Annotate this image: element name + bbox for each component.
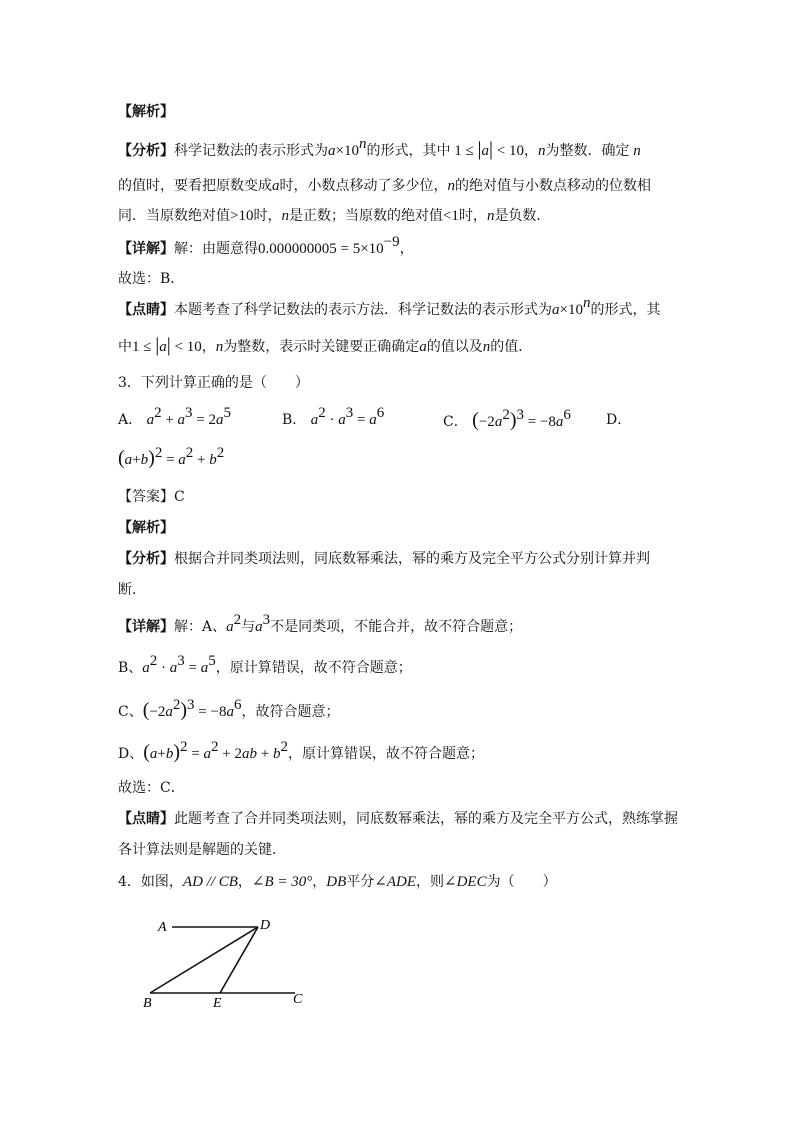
q3-answer: 【答案】C — [118, 489, 185, 505]
fenxi-line-2: 的值时，要看把原数变成a时，小数点移动了多少位，n的绝对值与小数点移动的位数相 — [118, 178, 651, 194]
q3-option-d: $(a+b)^2 = a^2 + b^2$ — [118, 445, 225, 469]
q3-xiangjie-a: 【详解】解：A、$a^2$与$a^3$不是同类项，不能合并，故不符合题意； — [118, 612, 523, 635]
q3-fenxi-line-1: 【分析】根据合并同类项法则，同底数幂乘法，幂的乘方及完全平方公式分别计算并判 — [118, 551, 650, 567]
q4-stem: 4．如图，AD // CB，∠B = 30°，DB平分∠ADE，则∠DEC为（ ） — [118, 874, 557, 890]
q3-dianjing-line-1: 【点睛】此题考查了合并同类项法则，同底数幂乘法，幂的乘方及完全平方公式，熟练掌握 — [118, 811, 678, 827]
label-b: B — [143, 996, 152, 1011]
q3-fenxi-line-2: 断． — [118, 582, 146, 598]
q3-option-a: A． $a^2 + a^3 = 2a^5$ — [118, 405, 232, 428]
q3-guxuan: 故选：C． — [118, 780, 185, 796]
dianjing-line-2: 中1 ≤ |a| < 10，n为整数，表示时关键要正确确定a的值以及n的值． — [118, 334, 533, 356]
xiangjie-line-1: 【详解】解：由题意得$0.000000005 = 5\times 10^{-9}$， — [118, 234, 414, 257]
q3-xiangjie-c: C、$(-2a^2)^3 = -8a^6$，故符合题意； — [118, 697, 340, 721]
dianjing-line-1: 【点睛】本题考查了科学记数法的表示方法．科学记数法的表示形式为$a\times 10^n$的形式，其 — [118, 295, 661, 318]
geometry-figure — [140, 910, 320, 1015]
fenxi-line-1: 【分析】科学记数法的表示形式为$a\times 10^n$的形式，其中 1 ≤ |a| < 10，n为整数．确定 n — [118, 136, 641, 160]
q3-option-c: C． $(-2a^2)^3 = -8a^6$ — [443, 407, 571, 431]
label-d: D — [260, 918, 271, 933]
q3-xiangjie-b: B、$a^2 \cdot a^3 = a^5$，原计算错误，故不符合题意； — [118, 653, 412, 676]
guxuan-line-1: 故选：B． — [118, 271, 185, 287]
jiexi-heading-1: 【解析】 — [118, 104, 174, 120]
q3-option-b: B． $a^2 \cdot a^3 = a^6$ — [282, 405, 385, 428]
label-e: E — [213, 996, 222, 1011]
segment-bd — [150, 927, 258, 993]
q3-xiangjie-d: D、$(a+b)^2 = a^2 + 2ab + b^2$，原计算错误，故不符合题意； — [118, 739, 484, 763]
fenxi-line-3: 同．当原数绝对值>10时，n是正数；当原数的绝对值<1时，n是负数． — [118, 208, 551, 224]
q3-option-d-label: D． — [606, 412, 632, 428]
q3-dianjing-line-2: 各计算法则是解题的关键． — [118, 842, 286, 858]
q3-jiexi-heading: 【解析】 — [118, 520, 174, 536]
segment-ed — [220, 927, 258, 993]
label-a: A — [158, 920, 167, 935]
label-c: C — [293, 992, 303, 1007]
q3-stem: 3．下列计算正确的是（ ） — [118, 375, 309, 391]
